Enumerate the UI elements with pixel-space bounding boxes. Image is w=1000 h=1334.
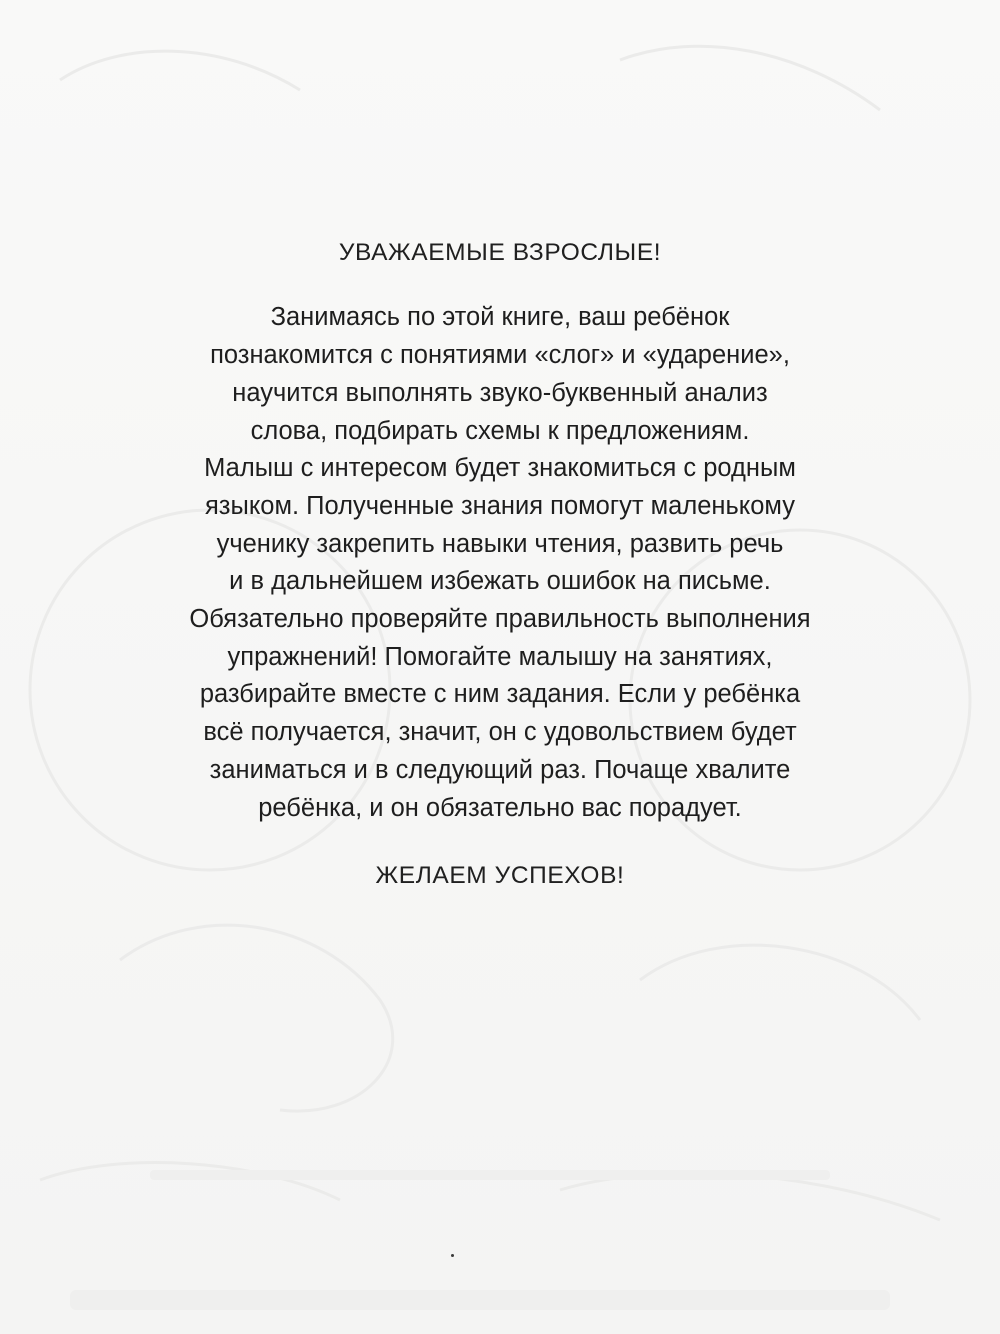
body-line-13: заниматься и в следующий раз. Почаще хвалите (209, 755, 791, 784)
body-line-11: разбирайте вместе с ним задания. Если у ребёнка (199, 680, 801, 709)
letter-to-adults (60, 228, 940, 891)
body-line-4: слова, подбирать схемы к предложениям. (250, 416, 750, 445)
body-line-1: Занимаясь по этой книге, ваш ребёнок (270, 303, 730, 332)
letter-body (60, 299, 940, 827)
body-line-6: языком. Полученные знания помогут маленькому (205, 491, 795, 520)
body-line-12: всё получается, значит, он с удовольствием будет (203, 718, 797, 747)
body-line-2: познакомится с понятиями «слог» и «ударение», (210, 341, 790, 370)
body-line-3: научится выполнять звуко-буквенный анализ (232, 378, 768, 407)
body-line-7: ученику закрепить навыки чтения, развить речь (216, 529, 784, 558)
body-line-14: ребёнка, и он обязательно вас порадует. (258, 793, 742, 822)
body-line-8: и в дальнейшем избежать ошибок на письме. (229, 567, 771, 596)
body-line-10: упражнений! Помогайте малышу на занятиях, (227, 642, 773, 671)
body-line-5: Малыш с интересом будет знакомиться с родным (204, 454, 796, 483)
body-line-9: Обязательно проверяйте правильность выполнения (189, 605, 811, 634)
print-speck (451, 1254, 454, 1257)
greeting-heading: УВАЖАЕМЫЕ ВЗРОСЛЫЕ! (338, 239, 662, 266)
closing-wish: ЖЕЛАЕМ УСПЕХОВ! (375, 862, 625, 890)
